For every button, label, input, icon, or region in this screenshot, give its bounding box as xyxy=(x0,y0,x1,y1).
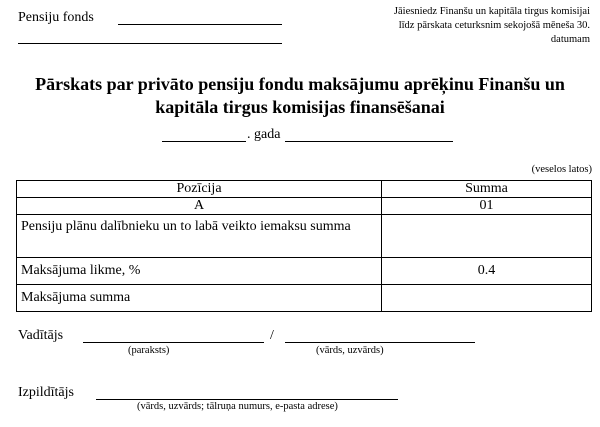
row-value[interactable]: 0.4 xyxy=(382,258,592,285)
executor-caption: (vārds, uzvārds; tālruņa numurs, e-pasta adrese) xyxy=(137,401,338,412)
row-label: Maksājuma summa xyxy=(17,285,382,312)
executor-label: Izpildītājs xyxy=(18,385,74,400)
period-line[interactable] xyxy=(285,141,453,142)
units-note: (veselos latos) xyxy=(531,164,592,175)
title-line: kapitāla tirgus komisijas finansēšanai xyxy=(155,97,445,117)
title-line: Pārskats par privāto pensiju fondu maksājumu aprēķinu Finanšu un xyxy=(35,74,565,94)
row-label: Maksājuma likme, % xyxy=(17,258,382,285)
page-title xyxy=(0,73,600,119)
fund-name-line-2[interactable] xyxy=(18,43,282,44)
header-sum: Summa xyxy=(382,181,592,198)
header-position: Pozīcija xyxy=(17,181,382,198)
separator: / xyxy=(270,328,274,343)
instruction-line: Jāiesniedz Finanšu un kapitāla tirgus komisijai xyxy=(393,6,590,17)
report-table xyxy=(16,180,592,312)
instruction-line: līdz pārskata ceturksnim sekojošā mēneša 30. xyxy=(398,20,590,31)
row-label: Pensiju plānu dalībnieku un to labā veikto iemaksu summa xyxy=(17,215,382,258)
instruction-line: datumam xyxy=(550,34,590,45)
manager-label: Vadītājs xyxy=(18,328,64,343)
executor-line[interactable] xyxy=(96,399,398,400)
year-label: . gada xyxy=(247,127,281,142)
fund-label: Pensiju fonds xyxy=(18,10,94,25)
row-value[interactable] xyxy=(382,215,592,258)
year-line[interactable] xyxy=(162,141,246,142)
name-caption: (vārds, uzvārds) xyxy=(316,345,384,356)
row-value[interactable] xyxy=(382,285,592,312)
fund-name-line[interactable] xyxy=(118,24,282,25)
manager-signature-line[interactable] xyxy=(83,342,264,343)
code-01: 01 xyxy=(382,198,592,215)
signature-caption: (paraksts) xyxy=(128,345,170,356)
manager-name-line[interactable] xyxy=(285,342,475,343)
code-a: A xyxy=(17,198,382,215)
